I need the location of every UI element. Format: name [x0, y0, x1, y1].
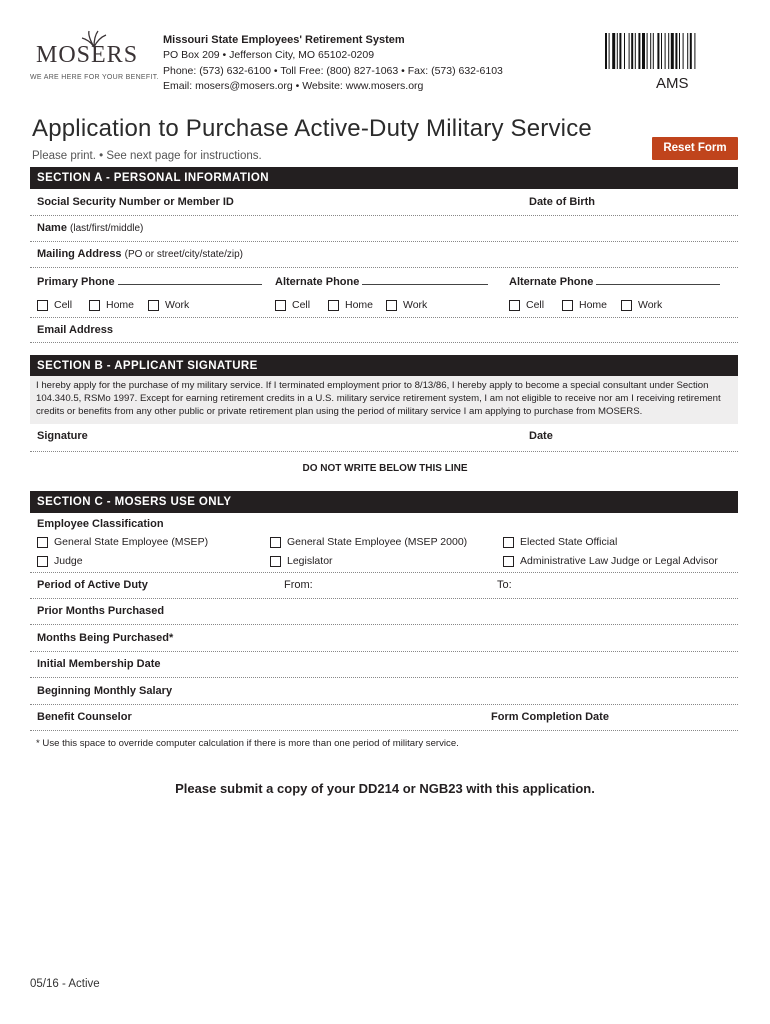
alternate-phone-2-field[interactable]: [596, 275, 720, 285]
to-label: To:: [497, 579, 512, 591]
signature-label: Signature: [37, 430, 88, 442]
alt1-work-checkbox[interactable]: Work: [386, 299, 427, 311]
mosers-logo: [30, 30, 159, 86]
signature-field[interactable]: [30, 451, 738, 452]
reset-form-button[interactable]: Reset Form: [652, 137, 738, 160]
checkbox-icon: [621, 300, 632, 311]
checkbox-icon: [509, 300, 520, 311]
section-c-heading: SECTION C - MOSERS USE ONLY: [30, 491, 738, 513]
org-email: Email: mosers@mosers.org • Website: www.mosers.org: [163, 79, 424, 92]
ssn-field[interactable]: [30, 215, 738, 216]
benefit-counselor-label: Benefit Counselor: [37, 711, 132, 723]
months-being-purchased-field[interactable]: [30, 651, 738, 652]
classification-msep2000-checkbox[interactable]: General State Employee (MSEP 2000): [270, 536, 467, 548]
alt1-home-checkbox[interactable]: Home: [328, 299, 373, 311]
override-footnote: * Use this space to override computer calculation if there is more than one period of military service.: [36, 738, 459, 749]
alternate-phone-1-label: Alternate Phone: [275, 275, 488, 288]
org-phone: Phone: (573) 632-6100 • Toll Free: (800) 827-1063 • Fax: (573) 632-6103: [163, 64, 503, 77]
checkbox-icon: [562, 300, 573, 311]
primary-phone-label: Primary Phone: [37, 275, 262, 288]
months-being-purchased-label: Months Being Purchased*: [37, 632, 174, 644]
alternate-phone-2-label: Alternate Phone: [509, 275, 720, 288]
form-code: AMS: [656, 75, 689, 92]
beginning-salary-label: Beginning Monthly Salary: [37, 685, 173, 697]
classification-msep-checkbox[interactable]: General State Employee (MSEP): [37, 536, 208, 548]
checkbox-icon: [503, 537, 514, 548]
classification-elected-checkbox[interactable]: Elected State Official: [503, 536, 617, 548]
initial-membership-field[interactable]: [30, 677, 738, 678]
org-address: PO Box 209 • Jefferson City, MO 65102-0209: [163, 49, 375, 62]
ssn-label: Social Security Number or Member ID: [37, 196, 234, 208]
checkbox-icon: [503, 556, 514, 567]
initial-membership-label: Initial Membership Date: [37, 658, 161, 670]
form-version: 05/16 - Active: [30, 978, 100, 990]
email-label: Email Address: [37, 324, 114, 336]
signature-date-label: Date: [529, 430, 553, 442]
classification-alj-checkbox[interactable]: Administrative Law Judge or Legal Advisor: [503, 555, 718, 567]
primary-home-checkbox[interactable]: Home: [89, 299, 134, 311]
mailing-address-field[interactable]: [30, 267, 738, 268]
do-not-write-note: DO NOT WRITE BELOW THIS LINE: [302, 463, 468, 474]
name-field[interactable]: [30, 241, 738, 242]
alt1-cell-checkbox[interactable]: Cell: [275, 299, 310, 311]
primary-work-checkbox[interactable]: Work: [148, 299, 189, 311]
classification-judge-checkbox[interactable]: Judge: [37, 555, 83, 567]
form-completion-date-label: Form Completion Date: [491, 711, 609, 723]
barcode-image: [605, 33, 737, 69]
prior-months-label: Prior Months Purchased: [37, 605, 165, 617]
logo-wordmark: MOSERS: [36, 42, 139, 68]
checkbox-icon: [270, 556, 281, 567]
checkbox-icon: [37, 537, 48, 548]
alt2-home-checkbox[interactable]: Home: [562, 299, 607, 311]
checkbox-icon: [275, 300, 286, 311]
beginning-salary-field[interactable]: [30, 704, 738, 705]
checkbox-icon: [37, 300, 48, 311]
section-b-heading: SECTION B - APPLICANT SIGNATURE: [30, 355, 738, 377]
page-title: Application to Purchase Active-Duty Military Service: [32, 115, 592, 142]
page-subtitle: Please print. • See next page for instructions.: [32, 150, 262, 162]
from-label: From:: [284, 579, 313, 591]
name-label: Name (last/first/middle): [37, 222, 144, 234]
checkbox-icon: [386, 300, 397, 311]
submit-instruction: Please submit a copy of your DD214 or NGB23 with this application.: [175, 781, 595, 796]
classification-legislator-checkbox[interactable]: Legislator: [270, 555, 333, 567]
counselor-field[interactable]: [30, 730, 738, 731]
org-name: Missouri State Employees' Retirement System: [163, 34, 405, 46]
divider: [30, 317, 738, 318]
period-active-duty-label: Period of Active Duty: [37, 579, 148, 591]
prior-months-field[interactable]: [30, 624, 738, 625]
alt2-work-checkbox[interactable]: Work: [621, 299, 662, 311]
mailing-address-label: Mailing Address (PO or street/city/state/zip): [37, 248, 243, 260]
checkbox-icon: [89, 300, 100, 311]
alt2-cell-checkbox[interactable]: Cell: [509, 299, 544, 311]
checkbox-icon: [148, 300, 159, 311]
dob-label: Date of Birth: [529, 196, 595, 208]
section-a-heading: SECTION A - PERSONAL INFORMATION: [30, 167, 738, 189]
email-field[interactable]: [30, 342, 738, 343]
period-field[interactable]: [30, 598, 738, 599]
primary-phone-field[interactable]: [118, 275, 262, 285]
logo-tagline: WE ARE HERE FOR YOUR BENEFIT.: [30, 74, 159, 81]
checkbox-icon: [37, 556, 48, 567]
primary-cell-checkbox[interactable]: Cell: [37, 299, 72, 311]
applicant-statement: I hereby apply for the purchase of my military service. If I terminated employment prior to 8/13/86, I hereby apply to become a special consultant under Section 104.340.5, RSMo 1997. Except for earning retirement credits in a U.S. military service retirement system, I am not eligible to receive nor am I receiving retirement credits or benefits from any other public or private retirement plan using the period of military service I am applying to purchase from MOSERS.: [36, 380, 721, 417]
checkbox-icon: [328, 300, 339, 311]
alternate-phone-1-field[interactable]: [362, 275, 488, 285]
checkbox-icon: [270, 537, 281, 548]
classification-label: Employee Classification: [37, 518, 164, 530]
org-contact-block: [163, 33, 503, 94]
divider: [30, 572, 738, 573]
